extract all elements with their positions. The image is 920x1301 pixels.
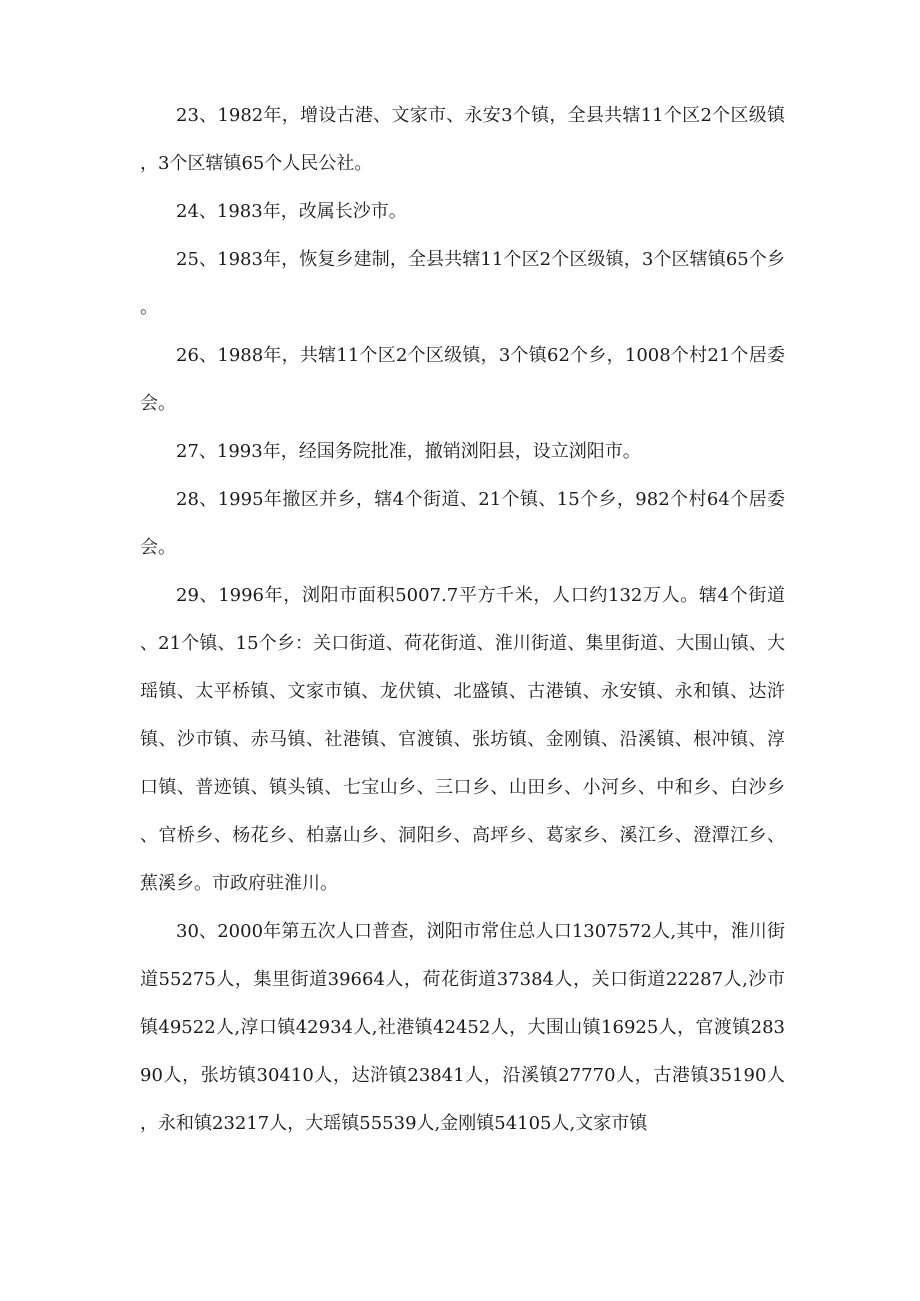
document-body	[140, 92, 785, 1148]
paragraph-24: 24、1983年，改属长沙市。	[176, 201, 407, 222]
paragraph-25: 25、1983年，恢复乡建制，全县共辖11个区2个区级镇，3个区辖镇65个乡。	[140, 249, 785, 318]
paragraph-26: 26、1988年，共辖11个区2个区级镇，3个镇62个乡，1008个村21个居委会。	[140, 345, 785, 414]
paragraph-28: 28、1995年撤区并乡，辖4个街道、21个镇、15个乡，982个村64个居委会。	[140, 489, 785, 558]
paragraph-30: 30、2000年第五次人口普查，浏阳市常住总人口1307572人,其中，淮川街道55275人，集里街道39664人，荷花街道37384人，关口街道22287人,沙市镇49522人,淳口镇42934人,社港镇42452人，大围山镇16925人，官渡镇28390人，张坊镇30410人，达浒镇23841人，沿溪镇27770人，古港镇35190人，永和镇23217人，大瑶镇55539人,金刚镇54105人,文家市镇	[140, 921, 785, 1134]
paragraph-23: 23、1982年，增设古港、文家市、永安3个镇，全县共辖11个区2个区级镇，3个区辖镇65个人民公社。	[140, 105, 785, 174]
paragraph-29: 29、1996年，浏阳市面积5007.7平方千米，人口约132万人。辖4个街道、21个镇、15个乡：关口街道、荷花街道、淮川街道、集里街道、大围山镇、大瑶镇、太平桥镇、文家市镇、龙伏镇、北盛镇、古港镇、永安镇、永和镇、达浒镇、沙市镇、赤马镇、社港镇、官渡镇、张坊镇、金刚镇、沿溪镇、根冲镇、淳口镇、普迹镇、镇头镇、七宝山乡、三口乡、山田乡、小河乡、中和乡、白沙乡、官桥乡、杨花乡、柏嘉山乡、洞阳乡、高坪乡、葛家乡、溪江乡、澄潭江乡、蕉溪乡。市政府驻淮川。	[140, 585, 785, 894]
paragraph-27: 27、1993年，经国务院批准，撤销浏阳县，设立浏阳市。	[176, 441, 641, 462]
